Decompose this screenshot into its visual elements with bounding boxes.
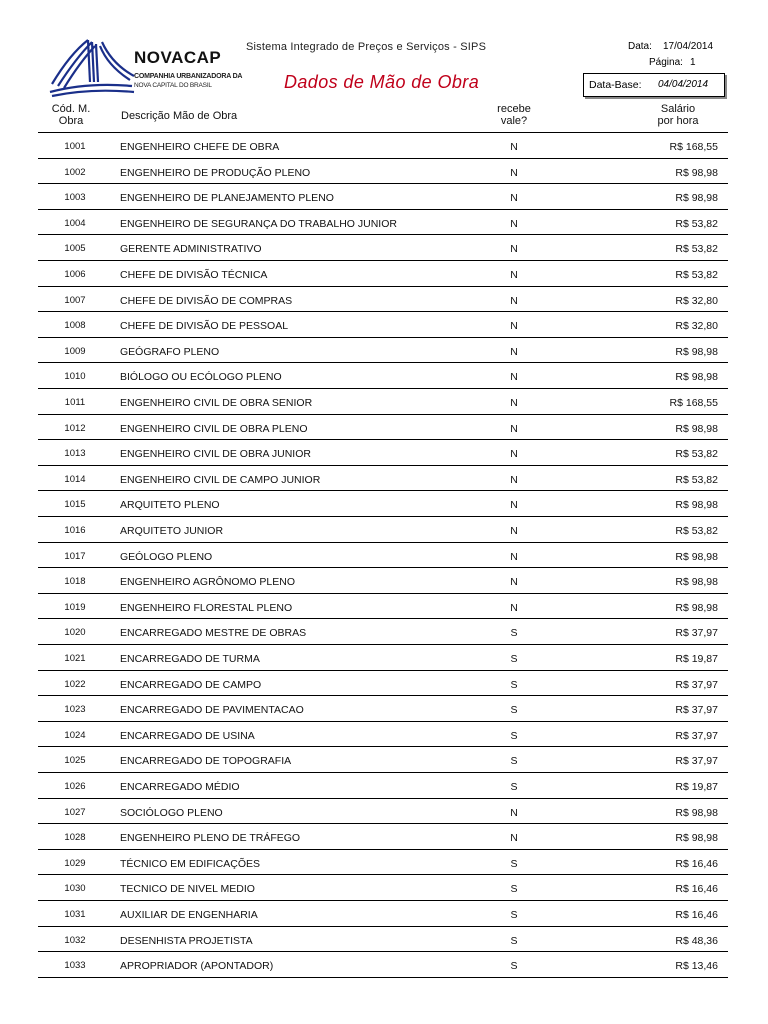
row-salary: R$ 37,97: [675, 627, 718, 640]
row-code: 1005: [64, 243, 86, 255]
row-code: 1006: [64, 269, 86, 280]
row-description: GEÓGRAFO PLENO: [120, 345, 220, 358]
row-salary: R$ 98,98: [675, 192, 718, 205]
row-salary: R$ 98,98: [675, 550, 718, 563]
row-vale: S: [510, 627, 518, 640]
row-code: 1025: [64, 755, 86, 767]
row-description: ENGENHEIRO CIVIL DE OBRA SENIOR: [120, 397, 313, 409]
row-salary: R$ 37,97: [675, 704, 718, 717]
row-vale: S: [510, 704, 518, 717]
table-row: [38, 543, 728, 569]
row-description: DESENHISTA PROJETISTA: [120, 934, 253, 947]
row-description: ENGENHEIRO FLORESTAL PLENO: [120, 601, 293, 614]
table-row: [38, 850, 728, 876]
logo-subtitle-line1: COMPANHIA URBANIZADORA DA: [134, 73, 243, 80]
row-salary: R$ 98,98: [675, 166, 718, 179]
row-salary: R$ 168,55: [669, 397, 718, 409]
row-vale: S: [510, 781, 518, 793]
row-description: ENCARREGADO DE PAVIMENTACAO: [120, 704, 304, 717]
row-salary: R$ 16,46: [675, 883, 718, 896]
table-row: [38, 927, 728, 953]
row-salary: R$ 19,87: [675, 781, 718, 793]
table-row: [38, 389, 728, 415]
row-code: 1011: [64, 397, 86, 408]
row-description: GEÓLOGO PLENO: [120, 550, 213, 563]
row-vale: N: [510, 473, 518, 486]
row-description: CHEFE DE DIVISÃO DE COMPRAS: [120, 294, 293, 307]
table-row: [38, 133, 728, 159]
row-code: 1010: [64, 371, 86, 383]
row-vale: S: [510, 755, 518, 768]
row-code: 1030: [64, 883, 86, 895]
row-description: CHEFE DE DIVISÃO DE PESSOAL: [120, 320, 289, 333]
page-label: Página:: [649, 57, 683, 68]
table-row: [38, 261, 728, 287]
row-vale: N: [510, 269, 518, 281]
row-description: BIÓLOGO OU ECÓLOGO PLENO: [120, 371, 282, 384]
document-title: Dados de Mão de Obra: [284, 72, 480, 92]
row-vale: N: [510, 320, 518, 333]
row-vale: N: [510, 192, 518, 205]
row-description: ENGENHEIRO CIVIL DE CAMPO JUNIOR: [120, 473, 321, 486]
database-box: [583, 73, 725, 97]
row-code: 1007: [64, 294, 86, 306]
table-row: [38, 696, 728, 722]
database-label: Data-Base:: [589, 79, 642, 91]
row-description: ENGENHEIRO DE SEGURANÇA DO TRABALHO JUNIOR: [120, 217, 397, 230]
row-vale: S: [510, 729, 518, 742]
row-salary: R$ 98,98: [675, 499, 718, 512]
row-code: 1031: [64, 909, 86, 920]
row-vale: N: [510, 345, 518, 358]
row-code: 1003: [64, 192, 86, 204]
row-salary: R$ 53,82: [675, 525, 718, 537]
row-vale: S: [510, 857, 518, 870]
row-description: CHEFE DE DIVISÃO TÉCNICA: [120, 269, 268, 281]
row-vale: N: [510, 448, 518, 461]
row-description: ENGENHEIRO CHEFE DE OBRA: [120, 141, 280, 153]
row-vale: N: [510, 294, 518, 307]
row-salary: R$ 98,98: [675, 806, 718, 819]
row-salary: R$ 53,82: [675, 448, 718, 461]
row-vale: N: [510, 397, 518, 409]
row-code: 1022: [64, 678, 86, 690]
row-vale: N: [510, 576, 518, 589]
row-code: 1015: [64, 499, 86, 511]
row-salary: R$ 98,98: [675, 601, 718, 614]
table-row: [38, 952, 728, 978]
row-description: ENCARREGADO DE CAMPO: [120, 678, 262, 691]
row-description: ENGENHEIRO AGRÔNOMO PLENO: [120, 576, 296, 589]
row-code: 1012: [64, 422, 86, 434]
column-header-salary: Salário por hora: [657, 103, 699, 127]
row-description: ENGENHEIRO PLENO DE TRÁFEGO: [120, 832, 301, 845]
database-value: 04/04/2014: [658, 79, 709, 90]
table-row: [38, 773, 728, 799]
table-row: [38, 184, 728, 210]
system-title: Sistema Integrado de Preços e Serviços - SIPS: [246, 41, 487, 53]
row-code: 1029: [64, 857, 86, 869]
row-code: 1021: [64, 653, 86, 664]
row-code: 1002: [64, 166, 86, 178]
row-salary: R$ 16,46: [675, 909, 718, 921]
row-description: TECNICO DE NIVEL MEDIO: [120, 883, 255, 896]
row-code: 1033: [64, 960, 86, 972]
table-row: [38, 466, 728, 492]
table-row: [38, 287, 728, 313]
row-vale: N: [510, 422, 518, 435]
row-salary: R$ 32,80: [675, 320, 718, 333]
table-row: [38, 875, 728, 901]
row-code: 1026: [64, 781, 86, 792]
table-row: [38, 568, 728, 594]
row-salary: R$ 98,98: [675, 371, 718, 384]
table-row: [38, 210, 728, 236]
table-row: [38, 799, 728, 825]
table-row: [38, 594, 728, 620]
row-vale: S: [510, 883, 518, 896]
table-row: [38, 312, 728, 338]
row-description: AUXILIAR DE ENGENHARIA: [120, 909, 258, 921]
row-vale: N: [510, 550, 518, 563]
row-description: ENCARREGADO DE TURMA: [120, 653, 260, 665]
row-vale: N: [510, 806, 518, 819]
row-code: 1016: [64, 525, 86, 536]
row-salary: R$ 53,82: [675, 217, 718, 230]
table-row: [38, 901, 728, 927]
table-row: [38, 440, 728, 466]
row-description: ARQUITETO JUNIOR: [120, 525, 224, 537]
row-description: ENCARREGADO MESTRE DE OBRAS: [120, 627, 307, 640]
row-description: TÉCNICO EM EDIFICAÇÕES: [120, 857, 261, 870]
table-row: [38, 517, 728, 543]
row-salary: R$ 32,80: [675, 294, 718, 307]
row-description: GERENTE ADMINISTRATIVO: [120, 243, 262, 256]
row-vale: N: [510, 525, 518, 537]
row-description: ENGENHEIRO DE PLANEJAMENTO PLENO: [120, 192, 334, 205]
row-vale: S: [510, 960, 518, 973]
row-salary: R$ 53,82: [675, 269, 718, 281]
row-salary: R$ 48,36: [675, 934, 718, 947]
row-code: 1023: [64, 704, 86, 716]
row-code: 1020: [64, 627, 86, 639]
row-code: 1028: [64, 832, 86, 844]
row-code: 1001: [64, 141, 86, 152]
row-description: ENCARREGADO MÉDIO: [120, 781, 240, 793]
row-code: 1017: [64, 550, 86, 562]
row-vale: N: [510, 166, 518, 179]
column-header-description: Descrição Mão de Obra: [121, 110, 238, 122]
row-vale: N: [510, 371, 518, 384]
row-salary: R$ 98,98: [675, 576, 718, 589]
row-salary: R$ 98,98: [675, 345, 718, 358]
row-salary: R$ 98,98: [675, 832, 718, 845]
table-row: [38, 491, 728, 517]
table-row: [38, 363, 728, 389]
row-salary: R$ 168,55: [669, 141, 718, 153]
page-number: 1: [690, 57, 696, 68]
row-salary: R$ 13,46: [675, 960, 718, 973]
row-salary: R$ 37,97: [675, 678, 718, 691]
date-label: Data:: [628, 41, 652, 52]
table-row: [38, 235, 728, 261]
row-code: 1024: [64, 729, 86, 741]
row-salary: R$ 37,97: [675, 729, 718, 742]
row-code: 1027: [64, 806, 86, 818]
row-description: SOCIÓLOGO PLENO: [120, 806, 223, 819]
row-code: 1013: [64, 448, 86, 460]
row-description: ENCARREGADO DE TOPOGRAFIA: [120, 755, 292, 768]
table-row: [38, 645, 728, 671]
table-row: [38, 619, 728, 645]
row-code: 1032: [64, 934, 86, 946]
column-header-code: Cód. M. Obra: [51, 103, 91, 127]
row-description: ENGENHEIRO CIVIL DE OBRA PLENO: [120, 422, 308, 435]
row-salary: R$ 53,82: [675, 243, 718, 256]
row-code: 1004: [64, 217, 86, 229]
row-vale: N: [510, 243, 518, 256]
table-row: [38, 159, 728, 185]
row-vale: N: [510, 601, 518, 614]
row-vale: S: [510, 653, 518, 665]
row-description: ENGENHEIRO DE PRODUÇÃO PLENO: [120, 166, 311, 179]
row-code: 1014: [64, 473, 86, 485]
row-description: ENGENHEIRO CIVIL DE OBRA JUNIOR: [120, 448, 311, 461]
row-vale: S: [510, 934, 518, 947]
table-row: [38, 671, 728, 697]
table-row: [38, 338, 728, 364]
row-vale: S: [510, 678, 518, 691]
row-salary: R$ 19,87: [675, 653, 718, 665]
row-vale: N: [510, 217, 518, 230]
row-salary: R$ 37,97: [675, 755, 718, 768]
table-row: [38, 824, 728, 850]
row-code: 1008: [64, 320, 86, 332]
column-header-vale: recebe vale?: [497, 103, 531, 127]
table-row: [38, 722, 728, 748]
table-row: [38, 747, 728, 773]
row-code: 1018: [64, 576, 86, 588]
row-vale: N: [510, 141, 518, 153]
row-description: ARQUITETO PLENO: [120, 499, 220, 512]
logo-subtitle-line2: NOVA CAPITAL DO BRASIL: [134, 82, 212, 89]
row-code: 1009: [64, 345, 86, 357]
row-salary: R$ 53,82: [675, 473, 718, 486]
row-code: 1019: [64, 601, 86, 613]
row-vale: N: [510, 832, 518, 845]
row-salary: R$ 98,98: [675, 422, 718, 435]
row-vale: N: [510, 499, 518, 512]
date-value: 17/04/2014: [663, 41, 714, 52]
row-vale: S: [510, 909, 518, 921]
row-description: ENCARREGADO DE USINA: [120, 729, 255, 742]
row-description: APROPRIADOR (APONTADOR): [120, 960, 274, 973]
row-salary: R$ 16,46: [675, 857, 718, 870]
table-row: [38, 415, 728, 441]
logo-name: NOVACAP: [134, 48, 222, 67]
